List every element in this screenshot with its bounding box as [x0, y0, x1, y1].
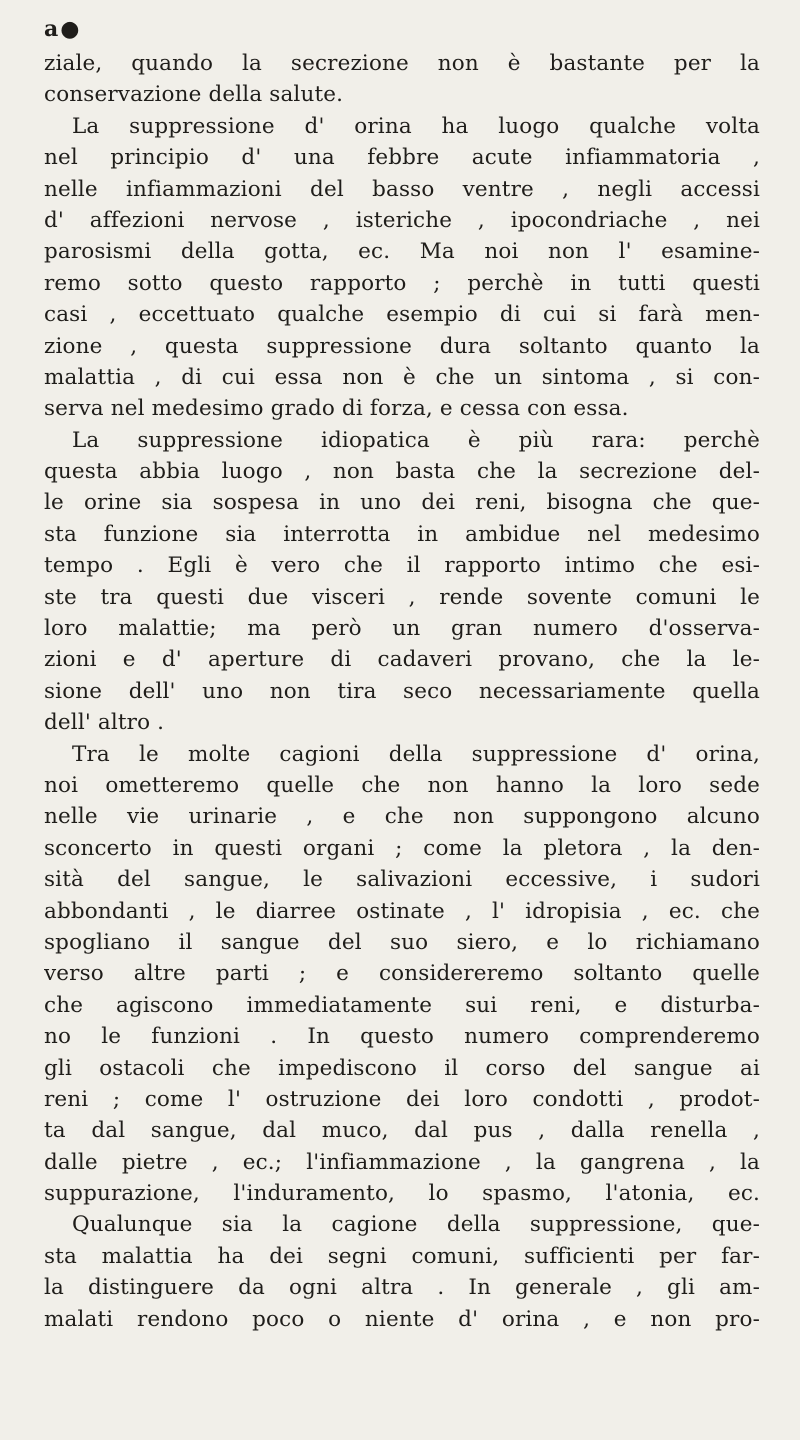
text-line: spogliano il sangue del suo siero, e lo richiamano [44, 929, 760, 955]
text-line: dell' altro . [44, 710, 165, 736]
text-line: sta funzione sia interrotta in ambidue nel medesimo [44, 521, 760, 547]
text-line: nel principio d' una febbre acute infiammatoria , [44, 145, 760, 171]
text-line: loro malattie; ma però un gran numero d'osserva- [44, 616, 760, 642]
text-line: noi ometteremo quelle che non hanno la loro sede [44, 772, 760, 798]
text-line: nelle infiammazioni del basso ventre , negli accessi [44, 176, 760, 202]
text-line: La suppressione idiopatica è più rara: perchè [72, 427, 760, 453]
text-line: la distinguere da ogni altra . In generale , gli am- [44, 1275, 760, 1301]
text-line: sta malattia ha dei segni comuni, sufficienti per far- [44, 1243, 760, 1269]
text-line: tempo . Egli è vero che il rapporto intimo che esi- [44, 553, 760, 579]
text-line: no le funzioni . In questo numero comprenderemo [44, 1024, 760, 1050]
page-number: a● [44, 16, 82, 42]
page-body-text [44, 48, 760, 1335]
text-line: dalle pietre , ec.; l'infiammazione , la gangrena , la [44, 1149, 760, 1175]
text-line: Tra le molte cagioni della suppressione d' orina, [72, 741, 760, 767]
text-line: remo sotto questo rapporto ; perchè in tutti questi [44, 270, 760, 296]
text-line: questa abbia luogo , non basta che la secrezione del- [44, 459, 760, 485]
text-line: ste tra questi due visceri , rende sovente comuni le [44, 584, 760, 610]
text-line: sità del sangue, le salivazioni eccessive, i sudori [44, 867, 760, 893]
text-line: sconcerto in questi organi ; come la pletora , la den- [44, 835, 760, 861]
text-line: reni ; come l' ostruzione dei loro condotti , prodot- [44, 1086, 760, 1112]
text-line: sione dell' uno non tira seco necessariamente quella [44, 678, 760, 704]
text-line: gli ostacoli che impediscono il corso del sangue ai [44, 1055, 760, 1081]
text-line: nelle vie urinarie , e che non suppongono alcuno [44, 804, 760, 830]
text-line: zioni e d' aperture di cadaveri provano, che la le- [44, 647, 760, 673]
text-line: ziale, quando la secrezione non è bastante per la [44, 51, 760, 76]
text-line: malati rendono poco o niente d' orina , e non pro- [44, 1306, 760, 1332]
text-line: zione , questa suppressione dura soltanto quanto la [44, 333, 760, 359]
text-line: casi , eccettuato qualche esempio di cui si farà men- [44, 302, 760, 328]
text-line: verso altre parti ; e considereremo soltanto quelle [44, 961, 760, 987]
text-line: le orine sia sospesa in uno dei reni, bisogna che que- [44, 490, 760, 516]
text-line: suppurazione, l'induramento, lo spasmo, l'atonia, ec. [44, 1181, 760, 1207]
text-line: serva nel medesimo grado di forza, e cessa con essa. [44, 396, 629, 422]
text-line: ta dal sangue, dal muco, dal pus , dalla renella , [44, 1118, 760, 1144]
text-line: parosismi della gotta, ec. Ma noi non l' esamine- [44, 239, 760, 265]
text-line: d' affezioni nervose , isteriche , ipocondriache , nei [44, 207, 760, 233]
text-line: malattia , di cui essa non è che un sintoma , si con- [44, 364, 760, 390]
text-line: Qualunque sia la cagione della suppressione, que- [72, 1212, 760, 1238]
text-line: conservazione della salute. [44, 82, 344, 108]
text-line: La suppressione d' orina ha luogo qualche volta [72, 113, 760, 139]
text-line: abbondanti , le diarree ostinate , l' idropisia , ec. che [44, 898, 760, 924]
text-line: che agiscono immediatamente sui reni, e disturba- [44, 992, 760, 1018]
